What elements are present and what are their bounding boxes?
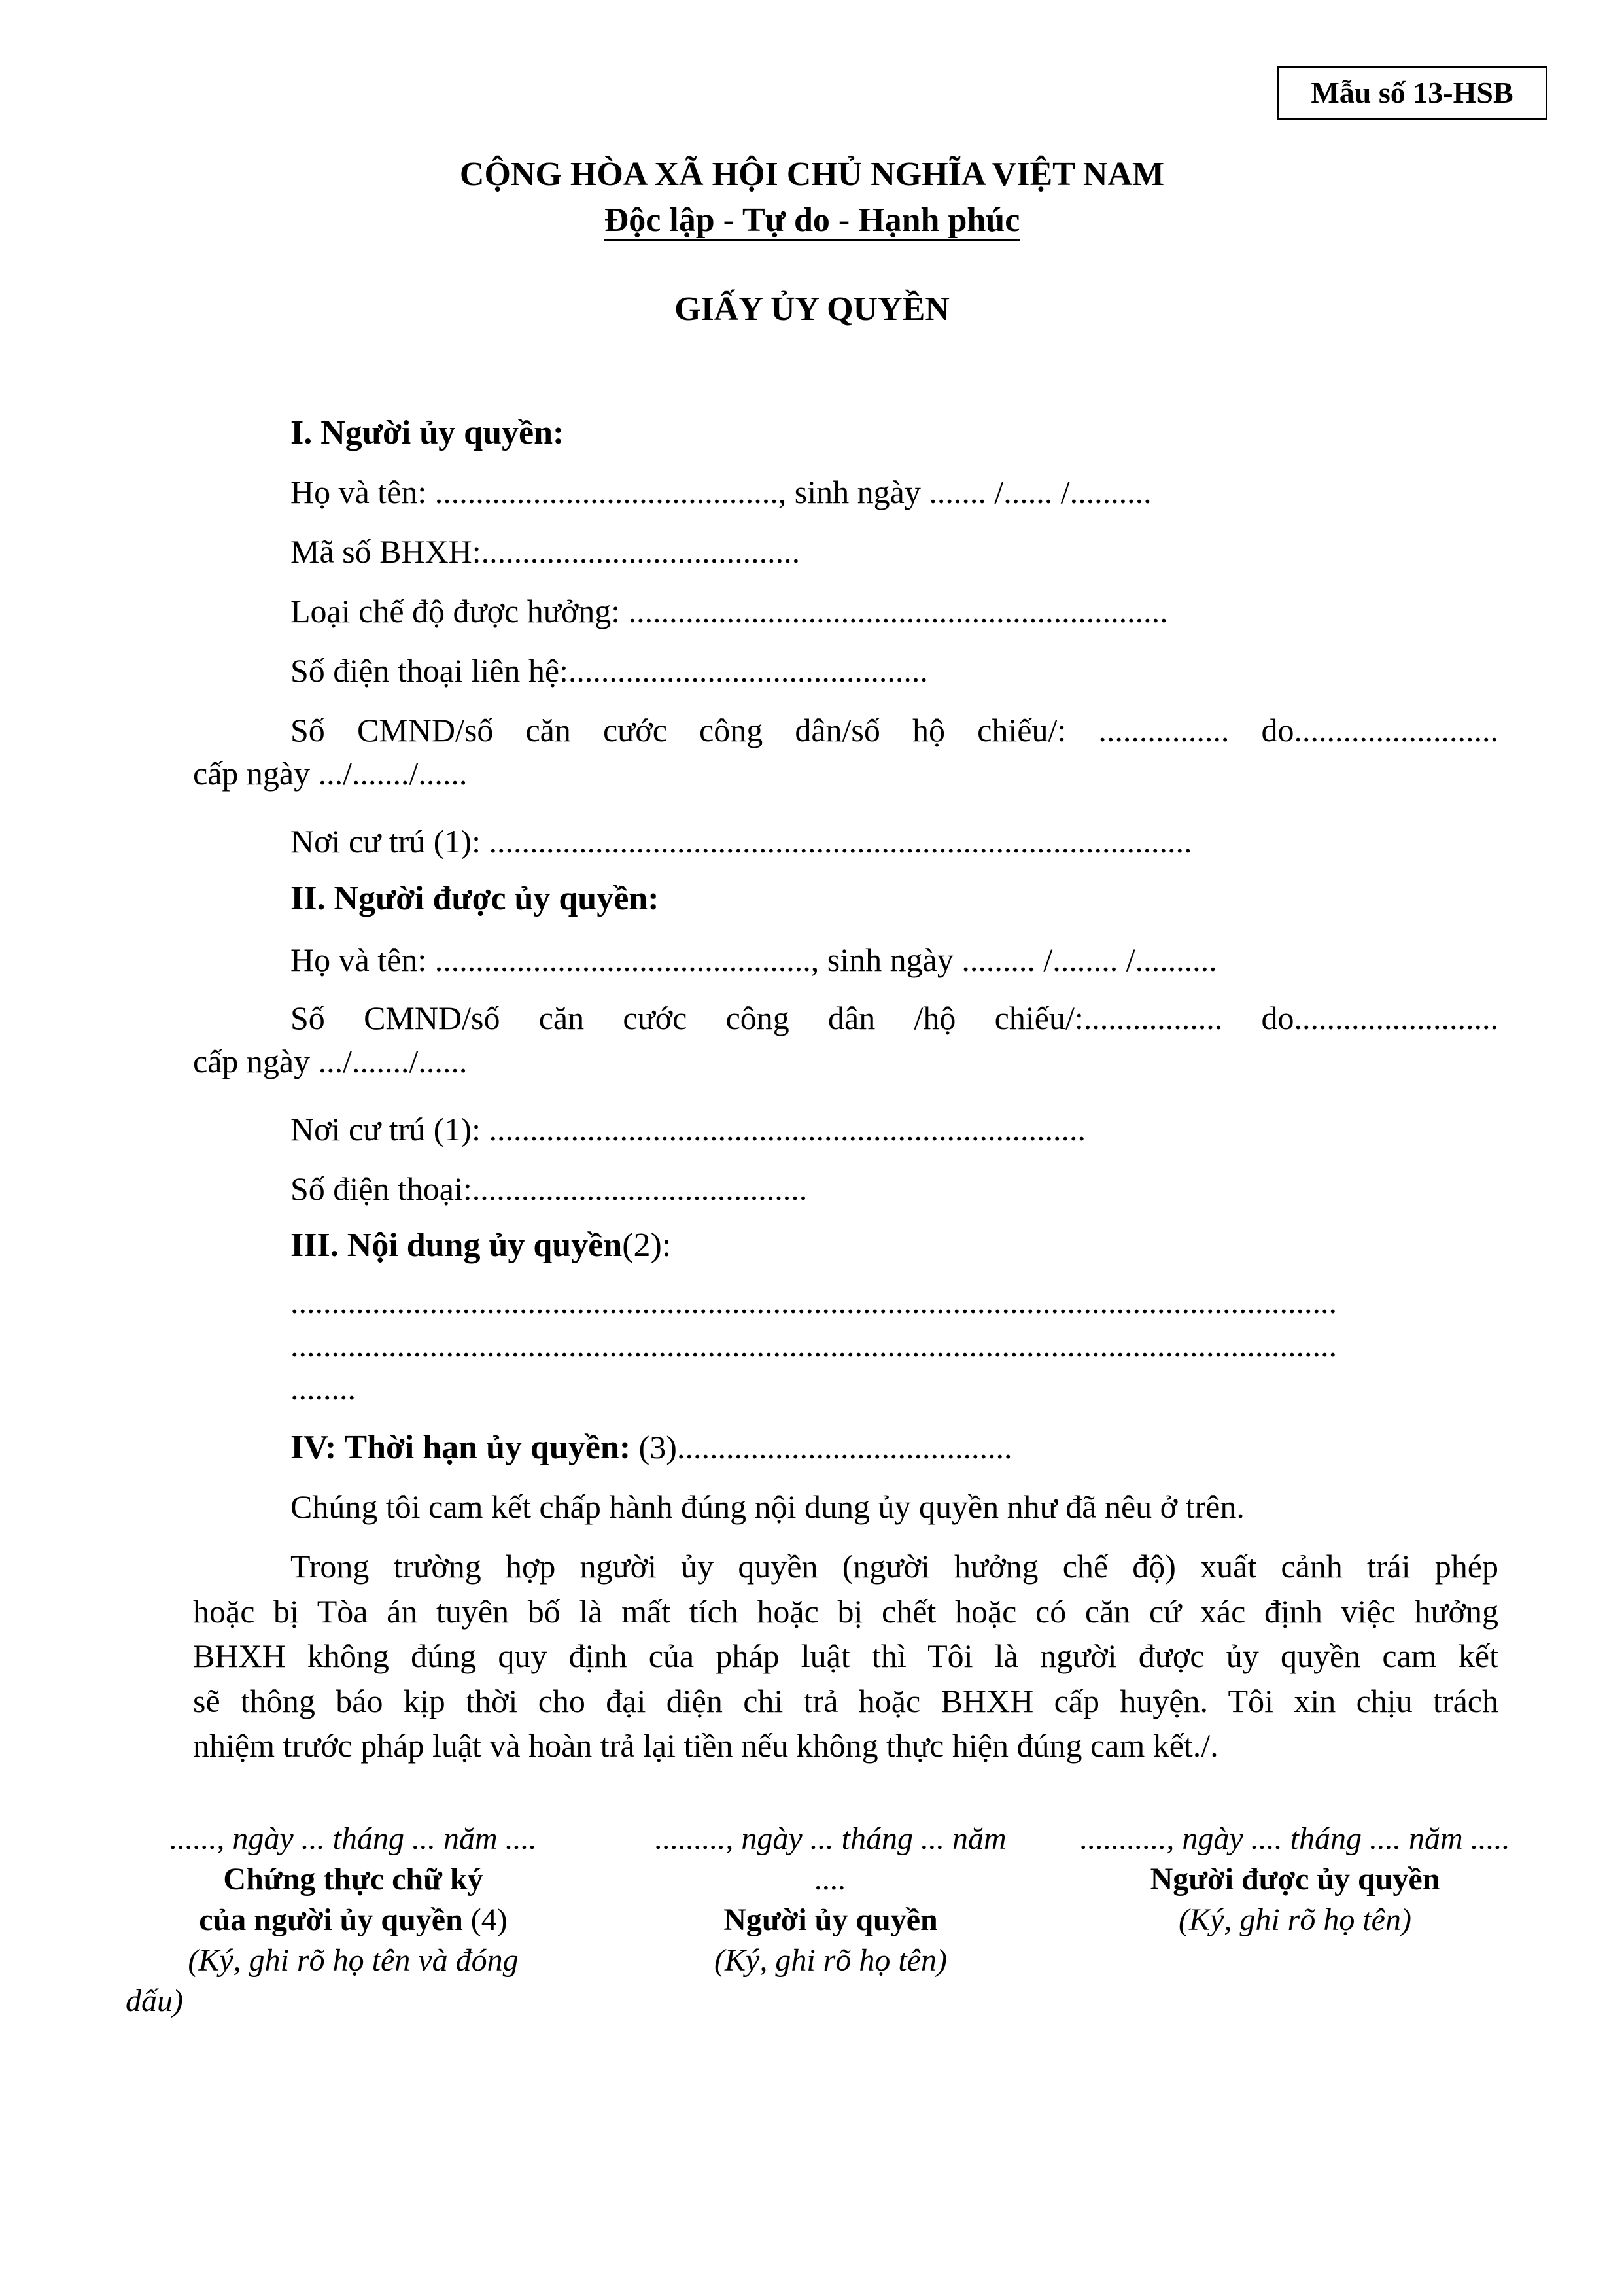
liability-line-1: Trong trường hợp người ủy quyền (người hưởng chế độ) xuất cảnh trái phép [290, 1548, 1498, 1585]
section4-heading [290, 1424, 1012, 1471]
certifier-instruction-wrap: dấu) [126, 1984, 183, 2018]
certifier-role-line-2 [124, 1900, 582, 1940]
section1-residence-field: Nơi cư trú (1): ...................................................................................... [290, 823, 1192, 860]
section1-heading: I. Người ủy quyền: [290, 414, 564, 451]
section2-heading: II. Người được ủy quyền: [290, 880, 659, 917]
section4-heading-text: IV: Thời hạn ủy quyền: [290, 1429, 631, 1466]
grantee-date-line: ..........., ngày .... tháng .... năm ..... [1080, 1821, 1510, 1856]
grantee-role: Người được ủy quyền [1150, 1862, 1440, 1897]
section1-bhxh-code-field: Mã số BHXH:....................................... [290, 533, 801, 570]
signature-block-grantor [615, 1819, 1046, 1981]
motto [0, 198, 1624, 243]
section3-content-line-3: ........ [290, 1370, 356, 1407]
section1-id-field: Số CMND/số căn cước công dân/số hộ chiếu/: ................ do......................... [290, 712, 1498, 748]
grantor-role: Người ủy quyền [723, 1902, 938, 1937]
section3-heading-text: III. Nội dung ủy quyền [290, 1227, 623, 1264]
certifier-instruction: (Ký, ghi rõ họ tên và đóng [188, 1943, 519, 1978]
section3-content-line-1: ................................................................................................................................ [290, 1284, 1337, 1320]
section2-residence-field: Nơi cư trú (1): ......................................................................... [290, 1111, 1086, 1148]
commitment-statement: Chúng tôi cam kết chấp hành đúng nội dung ủy quyền như đã nêu ở trên. [290, 1488, 1245, 1525]
grantor-date-line-wrap: .... [815, 1862, 846, 1897]
signature-block-certifier [124, 1819, 582, 1981]
grantor-date-line: ........., ngày ... tháng ... năm [655, 1821, 1007, 1856]
certifier-note-ref: (4) [462, 1902, 508, 1937]
section1-id-issue-date: cấp ngày .../......./...... [193, 755, 468, 792]
liability-line-2: hoặc bị Tòa án tuyên bố là mất tích hoặc bị chết hoặc có căn cứ xác định việc hưởng [193, 1592, 1498, 1630]
section2-full-name-field: Họ và tên: .............................................., sinh ngày ......... /........ /.......... [290, 941, 1217, 978]
section3-note-ref: (2): [622, 1227, 672, 1264]
section2-id-issue-date: cấp ngày .../......./...... [193, 1043, 468, 1079]
section3-heading [290, 1223, 671, 1269]
certifier-date-line: ......, ngày ... tháng ... năm .... [169, 1821, 537, 1856]
section1-benefit-type-field: Loại chế độ được hưởng: .................................................................. [290, 593, 1168, 629]
liability-line-4: sẽ thông báo kịp thời cho đại diện chi trả hoặc BHXH cấp huyện. Tôi xin chịu trách [193, 1682, 1498, 1719]
liability-paragraph [193, 1544, 1498, 1768]
liability-line-5: nhiệm trước pháp luật và hoàn trả lại tiền nếu không thực hiện đúng cam kết./. [193, 1727, 1218, 1764]
section2-phone-field: Số điện thoại:......................................... [290, 1170, 808, 1207]
section1-phone-field: Số điện thoại liên hệ:............................................ [290, 652, 928, 689]
section3-content-line-2: ................................................................................................................................ [290, 1327, 1337, 1363]
form-code: Mẫu số 13-HSB [1311, 76, 1513, 109]
signature-block-grantee [1046, 1819, 1544, 1940]
section1-full-name-field: Họ và tên: .........................................., sinh ngày ....... /...... /.......... [290, 474, 1152, 510]
document-title: GIẤY ỦY QUYỀN [674, 290, 950, 328]
grantor-instruction: (Ký, ghi rõ họ tên) [714, 1943, 947, 1978]
certifier-role-text: của người ủy quyền [199, 1902, 463, 1937]
section4-duration-field: (3)......................................... [631, 1429, 1012, 1465]
section2-id-field: Số CMND/số căn cước công dân /hộ chiếu/:................. do......................... [290, 1000, 1498, 1036]
grantee-instruction: (Ký, ghi rõ họ tên) [1179, 1902, 1411, 1937]
certifier-role-line-1: Chứng thực chữ ký [223, 1862, 483, 1897]
country-name: CỘNG HÒA XÃ HỘI CHỦ NGHĨA VIỆT NAM [459, 156, 1165, 193]
motto-text: Độc lập - Tự do - Hạnh phúc [604, 201, 1020, 241]
liability-line-3: BHXH không đúng quy định của pháp luật thì Tôi là người được ủy quyền cam kết [193, 1638, 1498, 1674]
form-code-box [1277, 66, 1547, 120]
